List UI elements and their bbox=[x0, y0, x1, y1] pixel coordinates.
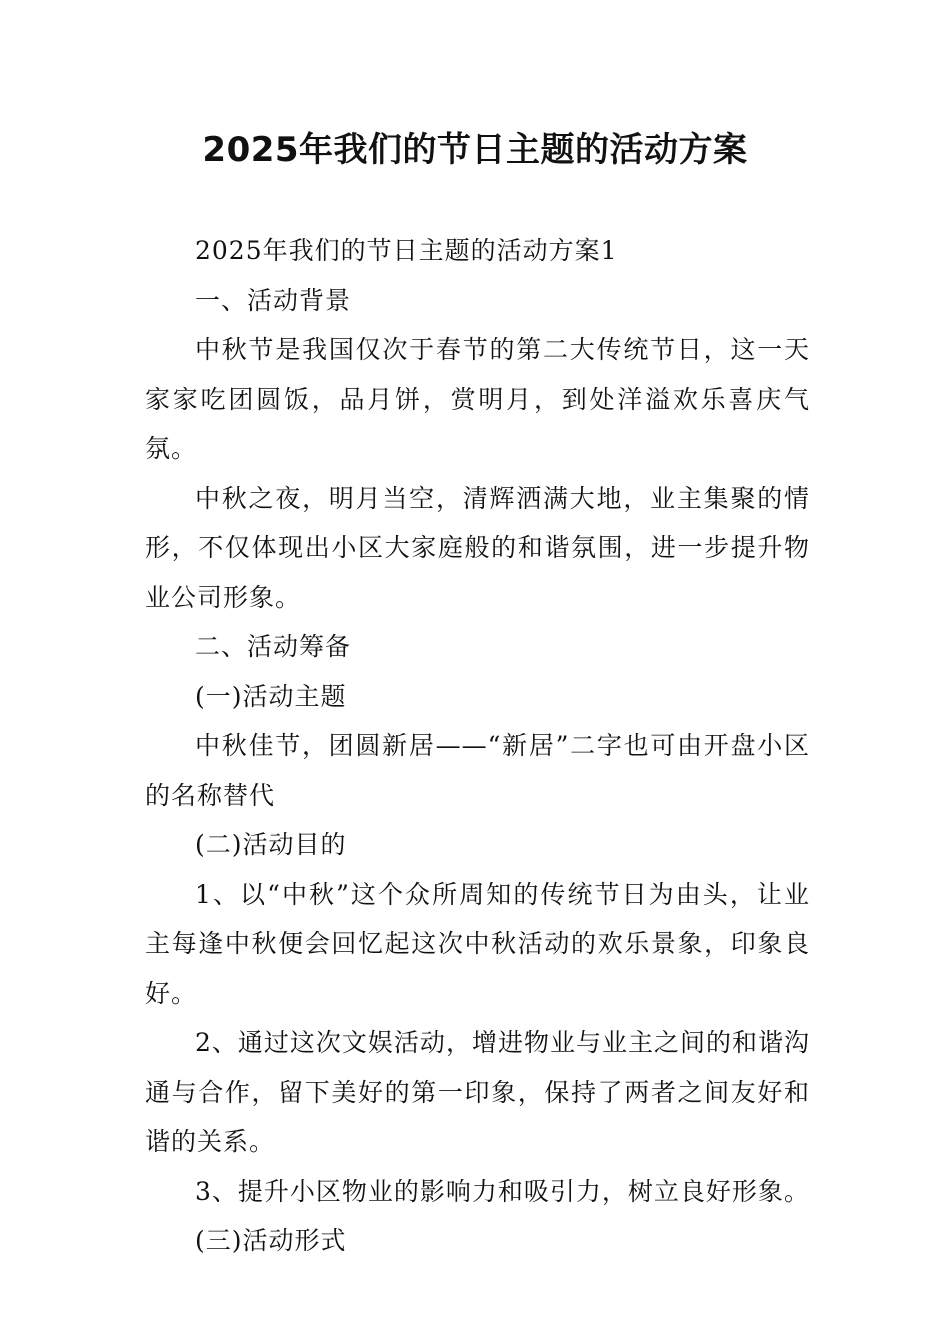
subheading: (三)活动形式 bbox=[195, 1226, 347, 1255]
subheading: 二、活动筹备 bbox=[195, 632, 352, 661]
list-item: 3、提升小区物业的影响力和吸引力，树立良好形象。 bbox=[195, 1176, 810, 1206]
list-item: 1、以“中秋”这个众所周知的传统节日为由头，让业主每逢中秋便会回忆起这次中秋活动的欢乐景象，印象良好。 bbox=[145, 879, 810, 1008]
subheading: (二)活动目的 bbox=[195, 830, 347, 859]
subheading: 一、活动背景 bbox=[195, 285, 352, 315]
paragraph: 中秋节是我国仅次于春节的第二大传统节日，这一天家家吃团圆饭，品月饼，赏明月，到处洋溢欢乐喜庆气氛。 bbox=[145, 335, 810, 463]
paragraph: 中秋之夜，明月当空，清辉洒满大地，业主集聚的情形，不仅体现出小区大家庭般的和谐氛围，进一步提升物业公司形象。 bbox=[145, 483, 810, 612]
document-body bbox=[145, 226, 810, 1266]
list-item: 2、通过这次文娱活动，增进物业与业主之间的和谐沟通与合作，留下美好的第一印象，保持了两者之间友好和谐的关系。 bbox=[145, 1028, 810, 1156]
paragraph: 中秋佳节，团圆新居——“新居”二字也可由开盘小区的名称替代 bbox=[145, 731, 810, 810]
subheading: (一)活动主题 bbox=[195, 681, 347, 711]
section-heading: 2025年我们的节日主题的活动方案1 bbox=[195, 236, 618, 265]
document-title: 2025年我们的节日主题的活动方案 bbox=[202, 130, 748, 170]
